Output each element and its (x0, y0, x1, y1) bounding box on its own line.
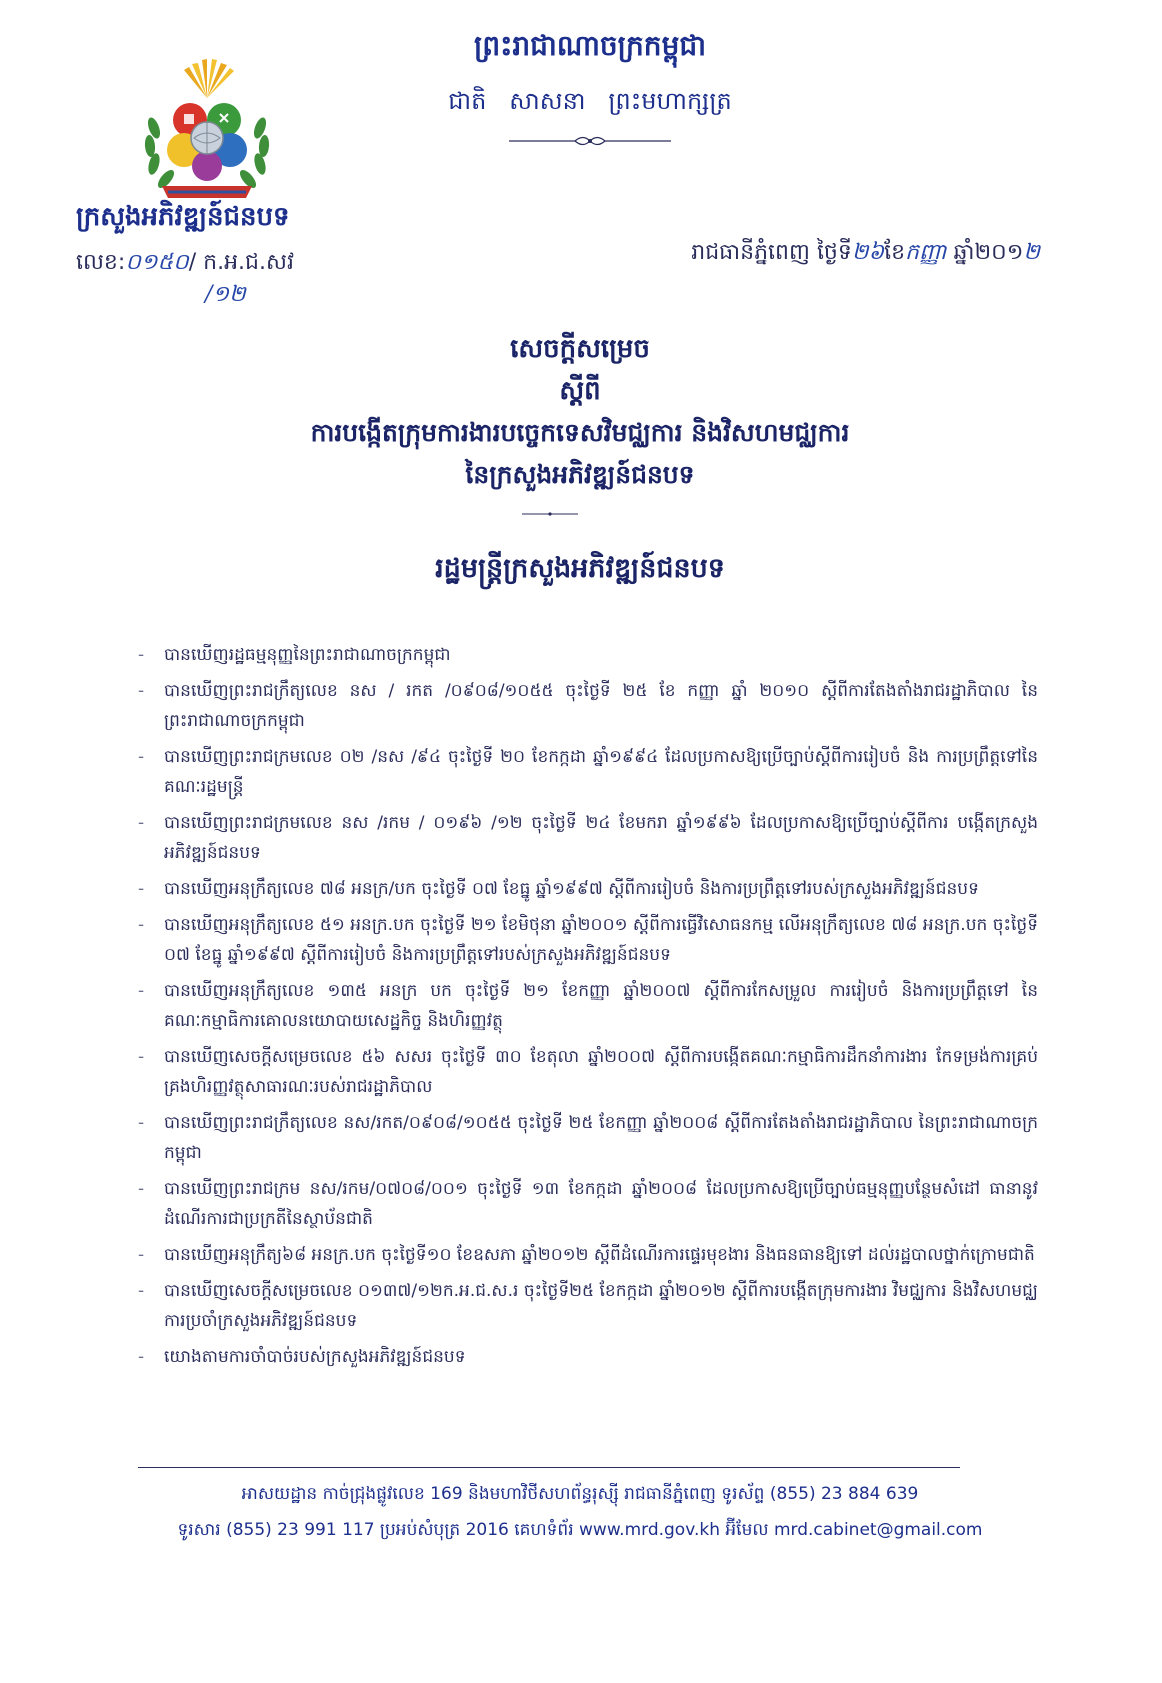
issue-date (630, 236, 1040, 270)
bullet-marker: - (138, 981, 145, 1001)
reference-suffix: ក.អ.ជ.សវ (203, 250, 294, 275)
ministry-name: ក្រសួងអភិវឌ្ឍន៍ជនបទ (76, 202, 290, 232)
recital-text: បានឃើញរដ្ឋធម្មនុញ្ញនៃព្រះរាជាណាចក្រកម្ពុជា (164, 645, 451, 665)
reference-number-line (76, 246, 406, 280)
recital-item (138, 742, 1038, 802)
recital-item (138, 1342, 1038, 1372)
date-month-label: ខែ (884, 240, 906, 265)
recital-item (138, 1042, 1038, 1102)
recital-text: បានឃើញព្រះរាជក្រម នស/រកម/០៧០៨/០០១ ចុះថ្ងៃទី ១៣ ខែកក្កដា ឆ្នាំ២០០៨ ដែលប្រកាសឱ្យប្រើច្បាប់ធម្មនុញ្ញបន្ថែមសំដៅ ធានានូវដំណើរការជាប្រក្រតីនៃស្ថាប័នជាតិ (164, 1179, 1038, 1229)
reference-slash: / (188, 250, 197, 275)
recital-item (138, 1240, 1038, 1270)
national-motto: ជាតិ សាសនា ព្រះមហាក្សត្រ (448, 87, 732, 115)
bullet-marker: - (138, 879, 145, 899)
bullet-marker: - (138, 1047, 145, 1067)
recital-text: យោងតាមការចាំបាច់របស់ក្រសួងអភិវឌ្ឍន៍ជនបទ (164, 1347, 466, 1367)
bullet-marker: - (138, 915, 145, 935)
bullet-marker: - (138, 1347, 145, 1367)
recital-item (138, 874, 1038, 904)
title-divider (520, 510, 580, 518)
reference-label: លេខ: (76, 250, 126, 275)
recital-text: បានឃើញសេចក្តីសម្រេចលេខ ០១៣៧/១២ក.អ.ជ.ស.រ ចុះថ្ងៃទី២៥ ខែកក្កដា ឆ្នាំ២០១២ ស្តីពីការបង្កើតក្រុមការងារ វិមជ្ឈការ និងវិសហមជ្ឈការប្រចាំក្រសួងអភិវឌ្ឍន៍ជនបទ (164, 1281, 1038, 1331)
recital-item (138, 640, 1038, 670)
date-year-label: ឆ្នាំ២០១ (953, 240, 1024, 265)
bullet-marker: - (138, 681, 145, 701)
recital-item (138, 976, 1038, 1036)
bullet-marker: - (138, 747, 145, 767)
decision-title: សេចក្តីសម្រេច (510, 334, 650, 364)
recital-item (138, 1108, 1038, 1168)
recital-text: បានឃើញអនុក្រឹត្យលេខ ៧៨ អនក្រ/បក ចុះថ្ងៃទី ០៧ ខែធ្នូ ឆ្នាំ១៩៩៧ ស្តីពីការរៀបចំ និងការប្រព្រឹត្តទៅរបស់ក្រសួងអភិវឌ្ឍន៍ជនបទ (164, 879, 979, 899)
recitals-list (138, 640, 1038, 1430)
bullet-marker: - (138, 813, 145, 833)
issuer-title: រដ្ឋមន្ត្រីក្រសួងអភិវឌ្ឍន៍ជនបទ (435, 553, 725, 584)
recital-item (138, 1276, 1038, 1336)
reference-year-line (205, 280, 285, 310)
petal-emblem (167, 103, 247, 181)
decision-title-block (180, 328, 980, 496)
sun-rays (184, 59, 234, 98)
recital-text: បានឃើញអនុក្រឹត្យ៦៨ អនក្រ.បក ចុះថ្ងៃទី១០ ខែឧសភា ឆ្នាំ២០១២ ស្តីពីដំណើរការផ្ទេរមុខងារ និងធនធានឱ្យទៅ ដល់រដ្ឋបាលថ្នាក់ក្រោមជាតិ (164, 1245, 1035, 1265)
bullet-marker: - (138, 1281, 145, 1301)
recital-text: បានឃើញអនុក្រឹត្យលេខ ១៣៥ អនក្រ បក ចុះថ្ងៃទី ២១ ខែកញ្ញា ឆ្នាំ២០០៧ ស្តីពីការកែសម្រួល ការរៀបចំ និងការប្រព្រឹត្តទៅ នៃគណៈកម្មាធិការគោលនយោបាយសេដ្ឋកិច្ច និងហិរញ្ញវត្ថុ (164, 981, 1038, 1031)
recital-text: បានឃើញព្រះរាជក្រឹត្យលេខ នស / រកត /០៩០៨/១០៥៥ ចុះថ្ងៃទី ២៥ ខែ កញ្ញា ឆ្នាំ ២០១០ ស្តីពីការតែងតាំងរាជរដ្ឋាភិបាល នៃព្រះរាជាណាចក្រកម្ពុជា (164, 681, 1038, 731)
recital-text: បានឃើញព្រះរាជក្រមលេខ នស /រកម / ០១៩៦ /១២ ចុះថ្ងៃទី ២៤ ខែមករា ឆ្នាំ១៩៩៦ ដែលប្រកាសឱ្យប្រើច្បាប់ស្តីពីការ បង្កើតក្រសួងអភិវឌ្ឍន៍ជនបទ (164, 813, 1038, 863)
footer-address: អាសយដ្ឋាន កាច់ជ្រុងផ្លូវលេខ 169 និងមហាវិថីសហព័ន្ធរុស្ស៊ី រាជធានីភ្នំពេញ ទូរស័ព្ទ (855) 23 884 639 (241, 1484, 919, 1504)
reference-year: ១២ (212, 282, 246, 307)
recital-item (138, 808, 1038, 868)
recital-item (138, 676, 1038, 736)
footer-rule (138, 1467, 960, 1468)
bullet-marker: - (138, 1113, 145, 1133)
date-year-last-digit: ២ (1023, 240, 1040, 265)
date-day-label: ថ្ងៃទី (816, 240, 852, 265)
ornamental-divider (505, 132, 675, 150)
ribbon-banner (162, 186, 252, 198)
decision-subject-line-2: នៃក្រសួងអភិវឌ្ឍន៍ជនបទ (465, 460, 695, 489)
reference-year-slash: / (205, 282, 213, 307)
recital-item (138, 910, 1038, 970)
footer (100, 1476, 1060, 1548)
ministry-logo (132, 58, 282, 208)
date-place: រាជធានីភ្នំពេញ (691, 240, 810, 265)
kingdom-title: ព្រះរាជាណាចក្រកម្ពុជា (473, 29, 706, 62)
footer-contact: ទូរសារ (855) 23 991 117 ប្រអប់សំបុត្រ 2016 គេហទំព័រ www.mrd.gov.kh អ៊ីមែល mrd.cabinet@gmail.com (177, 1520, 983, 1540)
decision-subject-line-1: ការបង្កើតក្រុមការងារបច្ចេកទេសវិមជ្ឈការ និងវិសហមជ្ឈការ (310, 418, 850, 447)
recital-text: បានឃើញព្រះរាជក្រមលេខ ០២ /នស /៩៤ ចុះថ្ងៃទី ២០ ខែកក្កដា ឆ្នាំ១៩៩៤ ដែលប្រកាសឱ្យប្រើច្បាប់ស្តីពីការរៀបចំ និង ការប្រព្រឹត្តទៅនៃគណៈរដ្ឋមន្ត្រី (164, 747, 1038, 797)
reference-number: ០១៥០ (125, 250, 189, 275)
bullet-marker: - (138, 645, 145, 665)
bullet-marker: - (138, 1245, 145, 1265)
recital-text: បានឃើញអនុក្រឹត្យលេខ ៥១ អនក្រ.បក ចុះថ្ងៃទី ២១ ខែមិថុនា ឆ្នាំ២០០១ ស្តីពីការធ្វើវិសោធនកម្ម លើអនុក្រឹត្យលេខ ៧៨ អនក្រ.បក ចុះថ្ងៃទី ០៧ ខែធ្នូ ឆ្នាំ១៩៩៧ ស្តីពីការរៀបចំ និងការប្រព្រឹត្តទៅរបស់ក្រសួងអភិវឌ្ឍន៍ជនបទ (164, 915, 1038, 965)
bullet-marker: - (138, 1179, 145, 1199)
decision-about: ស្តីពី (559, 376, 601, 406)
recital-item (138, 1174, 1038, 1234)
recital-text: បានឃើញសេចក្តីសម្រេចលេខ ៥៦ សសរ ចុះថ្ងៃទី ៣០ ខែតុលា ឆ្នាំ២០០៧ ស្តីពីការបង្កើតគណៈកម្មាធិការដឹកនាំការងារ កែទម្រង់ការគ្រប់គ្រងហិរញ្ញវត្ថុសាធារណៈរបស់រាជរដ្ឋាភិបាល (164, 1047, 1038, 1097)
recital-text: បានឃើញព្រះរាជក្រឹត្យលេខ នស/រកត/០៩០៨/១០៥៥ ចុះថ្ងៃទី ២៥ ខែកញ្ញា ឆ្នាំ២០០៨ ស្តីពីការតែងតាំងរាជរដ្ឋាភិបាល នៃព្រះរាជាណាចក្រកម្ពុជា (164, 1113, 1038, 1163)
date-day: ២៦ (851, 240, 885, 265)
date-month: កញ្ញា (905, 240, 947, 265)
